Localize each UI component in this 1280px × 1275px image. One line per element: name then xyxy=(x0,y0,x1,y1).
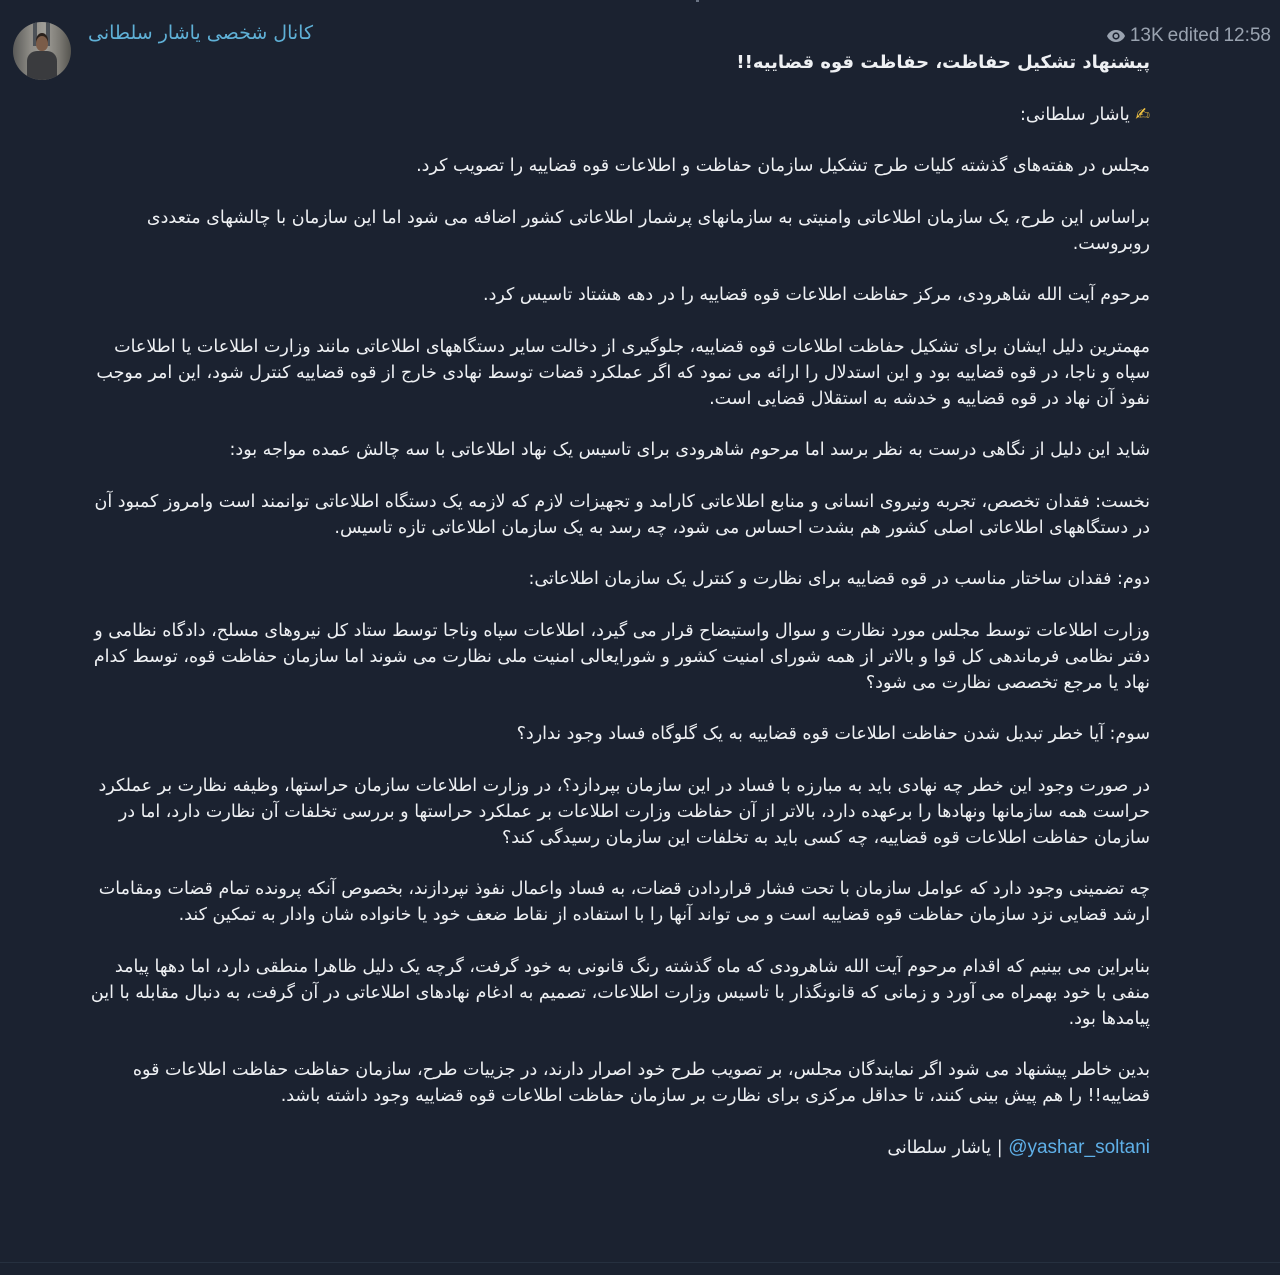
author-line xyxy=(80,102,1150,128)
eye-icon xyxy=(1106,29,1126,43)
signature xyxy=(80,1135,1150,1161)
writing-hand-icon: ✍ xyxy=(1135,104,1150,125)
paragraph: شاید این دلیل از نگاهی درست به نظر برسد اما مرحوم شاهرودی برای تاسیس یک نهاد اطلاعاتی با سه چالش عمده مواجه بود: xyxy=(229,440,1150,460)
paragraph: مهمترین دلیل ایشان برای تشکیل حفاظت اطلاعات قوه قضاییه، جلوگیری از دخالت سایر دستگاههای اطلاعاتی مانند وزارت اطلاعات یا اطلاعات سپاه و ناجا، در قوه قضاییه بود و این استدلال را ارائه می نمود که اگر عملکرد قضات توسط نهادی خارج از قوه قضاییه کنترل شود، این امر موجب نفوذ آن نهاد در قوه قضاییه و خدشه به استقلال قضایی است. xyxy=(96,336,1150,409)
author-name: یاشار سلطانی: xyxy=(1020,104,1130,125)
paragraph: بنابراین می بینیم که اقدام مرحوم آیت الله شاهرودی که ماه گذشته رنگ قانونی به خود گرفت، گرچه یک دلیل ظاهرا منطقی دارد، اما دهها پیامد منفی با خود بهمراه می آورد و زمانی که قانونگذار با تاسیس وزارت اطلاعات، تصمیم به ادغام نهادهای اطلاعاتی در آن گرفت، به دنبال مقابله با این پیامدها بود. xyxy=(90,956,1150,1029)
scroll-indicator xyxy=(696,0,699,2)
post-title: پیشنهاد تشکیل حفاظت، حفاظت قوه قضاییه!! xyxy=(736,52,1150,73)
signature-separator: | xyxy=(996,1137,1003,1158)
paragraph: مرحوم آیت الله شاهرودی، مرکز حفاظت اطلاعات قوه قضاییه را در دهه هشتاد تاسیس کرد. xyxy=(483,285,1150,305)
paragraph: در صورت وجود این خطر چه نهادی باید به مبارزه با فساد در این سازمان بپردازد؟، در وزارت اطلاعات سازمان حراستها، وظیفه نظارت بر عملکرد حراست همه سازمانها ونهادها را برعهده دارد، بالاتر از آن حفاظت وزارت اطلاعات بر عملکرد حراستها و بررسی تخلفات آن نظارت دارد، اما در سازمان حفاظت اطلاعات قوه قضاییه، چه کسی باید به تخلفات این سازمان رسیدگی کند؟ xyxy=(98,775,1150,848)
paragraph: دوم: فقدان ساختار مناسب در قوه قضاییه برای نظارت و کنترل یک سازمان اطلاعاتی: xyxy=(528,569,1150,589)
post-time: 12:58 xyxy=(1223,25,1271,46)
avatar[interactable] xyxy=(13,22,71,80)
paragraph: وزارت اطلاعات توسط مجلس مورد نظارت و سوال واستیضاح قرار می گیرد، اطلاعات سپاه وناجا توسط ستاد کل نیروهای مسلح، دادگاه نظامی و دفتر نظامی فرماندهی کل قوا و بالاتر از همه شورای امنیت کشور و شورایعالی امنیت ملی نظارت می شوند اما سازمان حفاظت قوه، توسط کدام نهاد یا مرجع تخصصی نظارت می شود؟ xyxy=(93,620,1150,693)
paragraph: سوم: آیا خطر تبدیل شدن حفاظت اطلاعات قوه قضاییه به یک گلوگاه فساد وجود ندارد؟ xyxy=(516,724,1150,744)
paragraph: براساس این طرح، یک سازمان اطلاعاتی وامنیتی به سازمانهای پرشمار اطلاعاتی کشور اضافه می شود اما این سازمان با چالشهای متعددی روبروست. xyxy=(146,207,1150,254)
view-count: 13K xyxy=(1129,25,1164,46)
paragraph: نخست: فقدان تخصص، تجربه ونیروی انسانی و منابع اطلاعاتی کارامد و تجهیزات لازم که لازمه یک دستگاه اطلاعاتی توانمند است وامروز کمبود آن در دستگاههای اطلاعاتی اصلی کشور هم بشدت احساس می شود، چه رسد به یک سازمان اطلاعاتی تازه تاسیس. xyxy=(94,491,1150,538)
post-meta xyxy=(1106,25,1271,47)
paragraph: مجلس در هفته‌های گذشته کلیات طرح تشکیل سازمان حفاظت و اطلاعات قوه قضاییه را تصویب کرد. xyxy=(416,156,1150,176)
channel-name[interactable]: کانال شخصی یاشار سلطانی xyxy=(88,22,314,44)
edited-label: edited xyxy=(1167,25,1220,46)
signature-name: یاشار سلطانی xyxy=(887,1137,992,1158)
paragraph: بدین خاطر پیشنهاد می شود اگر نمایندگان مجلس، بر تصویب طرح خود اصرار دارند، در جزییات طرح، سازمان حفاظت حفاظت اطلاعات قوه قضاییه!! را هم پیش بینی کنند، تا حداقل مرکزی برای نظارت بر سازمان حفاظت اطلاعات قوه قضاییه وجود داشته باشد. xyxy=(132,1060,1150,1106)
author-handle-link[interactable]: @yashar_soltani xyxy=(1008,1136,1150,1158)
paragraph: چه تضمینی وجود دارد که عوامل سازمان با تحت فشار قراردادن قضات، به فساد واعمال نفوذ نپردازند، بخصوص آنکه پرونده تمام قضات ومقامات ارشد قضایی نزد سازمان حفاظت قوه قضاییه است و می تواند آنها را با استفاده از نقاط ضعف خود یا خانواده شان وادار به تمکین کند. xyxy=(98,879,1150,925)
post-body xyxy=(80,50,1150,1186)
